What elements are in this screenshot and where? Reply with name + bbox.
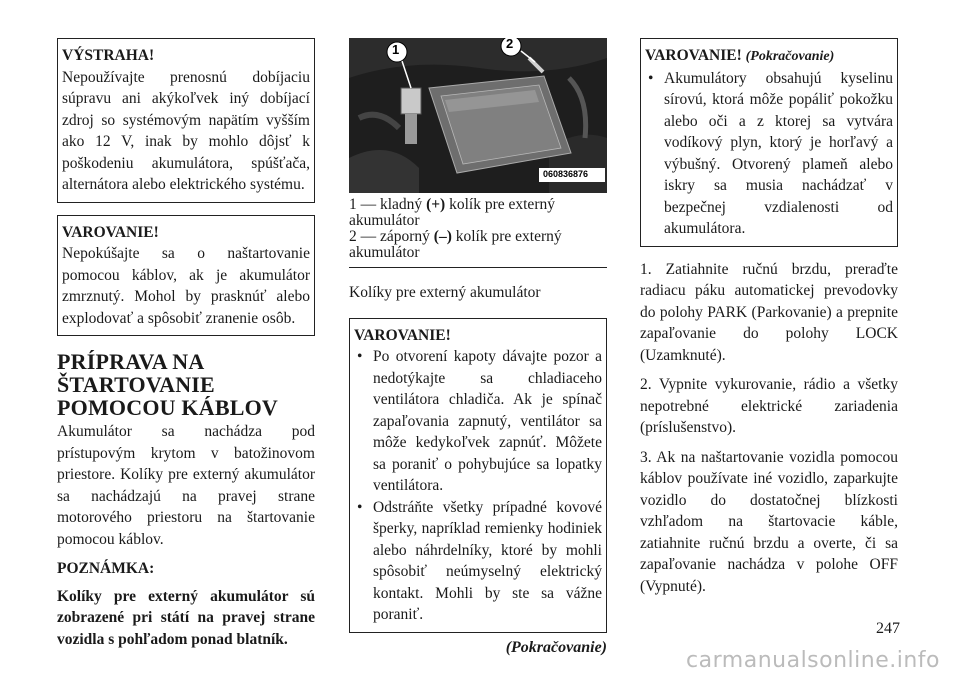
warning-box-vystraha [57,38,315,203]
continued-label: (Pokračovanie) [745,49,835,64]
caption-symbol-plus: (+) [426,196,446,213]
note-title: POZNÁMKA: [57,560,155,577]
warning-title: VAROVANIE! [62,223,159,241]
warning-header [645,45,893,68]
caption-line-1 [349,197,607,213]
caption-line-3 [349,229,607,245]
engine-compartment-photo [349,38,607,193]
caption-line-4: akumulátor [349,244,420,261]
caption-text: 2 — záporný [349,228,434,245]
note-text: Kolíky pre externý akumulátor sú zobrazené pri státí na pravej strane vozidla s pohľadom ponad blatník. [57,587,315,648]
heading-line-2: ŠTARTOVANIE [57,372,215,397]
callout-2-label: 2 [506,38,514,51]
warning-title: VAROVANIE! [354,326,451,344]
caption-symbol-minus: (–) [433,228,452,245]
step-3: 3. Ak na naštartovanie vozidla pomocou káblov používate iné vozidlo, zaparkujte vozidlo do dostatočnej blízkosti vzhľadom na štartovacie káble, zatiahnite ručnú brzdu a overte, či sa zapaľovanie nachádza v polohe OFF (Vypnuté). [640,448,898,595]
section-body: Akumulátor sa nachádza pod prístupovým krytom v batožinovom priestore. Kolíky pre externý akumulátor sa nachádzajú na pravej strane motorového priestoru na štartovanie pomocou káblov. [57,423,315,548]
caption-text: kolík pre externý [451,228,562,245]
site-watermark: carmanualsonline.info [686,648,940,673]
step-2: 2. Vypnite vykurovanie, rádio a všetky nepotrebné elektrické zariadenia (príslušenstvo). [640,376,898,436]
photo-caption [349,197,607,268]
caption-line-2: akumulátor [349,212,420,229]
step-1: 1. Zatiahnite ručnú brzdu, preraďte radiacu páku automatickej prevodovky do polohy PARK (Parkovanie) a prepnite zapaľovanie do polohy LOCK (Uzamknuté). [640,260,898,364]
warning-box-fan [349,318,607,633]
caption-text: 1 — kladný [349,196,427,213]
column-middle [349,38,607,658]
page-number: 247 [876,620,900,637]
warning-item: • Odstráňte všetky prípadné kovové šperky, napríklad remienky hodiniek alebo náhrdelníky, ktoré by mohli spôsobiť neúmyselný elektrický kontakt. Mohli by ste sa vážne poraniť. [354,497,602,626]
caption-text: kolík pre externý [445,196,555,213]
warning-text: Nepokúšajte sa o naštartovanie pomocou káblov, ak je akumulátor zmrznutý. Mohol by prasknúť alebo explodovať a spôsobiť zranenie osôb. [62,245,310,327]
continued-label: (Pokračovanie) [505,638,607,656]
section-heading [57,350,315,419]
warning-list [354,346,602,626]
heading-line-3: POMOCOU KÁBLOV [57,395,278,420]
warning-title: VAROVANIE! [645,47,742,64]
warning-item: • Po otvorení kapoty dávajte pozor a nedotýkajte sa chladiaceho ventilátora chladiča. Ak je spínač zapaľovania zapnutý, ventilátor sa môže kedykoľvek zapnúť. Môžete sa poraniť o pohybujúce sa lopatky ventilátora. [354,346,602,497]
warning-title: VÝSTRAHA! [62,47,155,64]
warning-box-battery-acid [640,38,898,247]
warning-box-varovanie [57,215,315,337]
figure-title: Kolíky pre externý akumulátor [349,284,541,301]
callout-1-label: 1 [392,42,400,57]
warning-item: • Akumulátory obsahujú kyselinu sírovú, ktorá môže popáliť pokožku alebo oči a z ktorej sa vytvára vodíkový plyn, ktorý je horľavý a výbušný. Otvorený plameň alebo iskry sa musia nachádzať v bezpečnej vzdialenosti od akumulátora. [645,68,893,240]
warning-text: Nepoužívajte prenosnú dobíjaciu súpravu ani akýkoľvek iný dobíjací zdroj so systémovým napätím vyšším ako 12 V, inak by mohlo dôjsť k poškodeniu akumulátora, spúšťača, alternátora alebo elektrického systému. [62,68,310,193]
warning-list [645,68,893,240]
photo-code: 060836876 [543,169,589,179]
column-right [640,38,898,605]
heading-line-1: PRÍPRAVA NA [57,349,205,374]
column-left [57,38,315,658]
